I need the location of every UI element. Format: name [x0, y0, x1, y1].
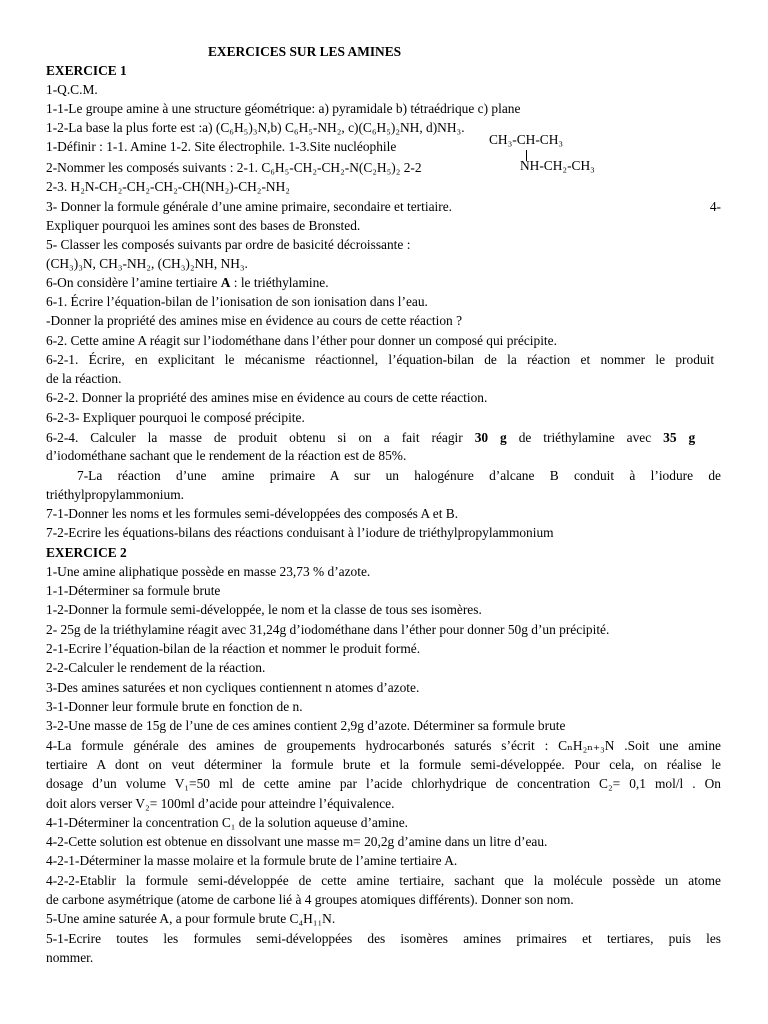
text-line: 5-1-Ecrire toutes les formules semi-développées des isomères amines primaires et tertiares, puis les — [46, 931, 721, 946]
text-line: 1-Définir : 1-1. Amine 1-2. Site électrophile. 1-3.Site nucléophile — [46, 139, 397, 154]
text-line: 1-1-Le groupe amine à une structure géométrique: a) pyramidale b) tétraédrique c) plane — [46, 101, 521, 116]
text-line: -Donner la propriété des amines mise en évidence au cours de cette réaction ? — [46, 313, 463, 328]
text-line: doit alors verser V₂= 100ml d’acide pour atteindre l’équivalence. — [46, 796, 395, 811]
text-line: 2-2-Calculer le rendement de la réaction. — [46, 660, 266, 675]
text-line: 6-2-2. Donner la propriété des amines mise en évidence au cours de cette réaction. — [46, 390, 488, 405]
text-line: 2-1-Ecrire l’équation-bilan de la réaction et nommer le produit formé. — [46, 641, 421, 656]
text-line: 1-1-Déterminer sa formule brute — [46, 583, 221, 598]
text-span: de triéthylamine avec — [506, 430, 664, 445]
text-line — [46, 198, 721, 216]
text-line: 4-2-2-Etablir la formule semi-développée de cette amine tertiaire, sachant que la molécule possède un atome — [46, 873, 721, 888]
text-line: (CH₃)₃N, CH₃-NH₂, (CH₃)₂NH, NH₃. — [46, 256, 248, 271]
text-line: de la réaction. — [46, 371, 122, 386]
exercise-1-heading: EXERCICE 1 — [46, 63, 127, 78]
question-3: 3- Donner la formule générale d’une amine primaire, secondaire et tertiaire. — [46, 199, 452, 214]
text-line: 3-2-Une masse de 15g de l’une de ces amines contient 2,9g d’azote. Déterminer sa formule brute — [46, 718, 566, 733]
text-line: 1-Une amine aliphatique possède en masse 23,73 % d’azote. — [46, 564, 371, 579]
text-line: 3-1-Donner leur formule brute en fonction de n. — [46, 699, 303, 714]
text-span: : le triéthylamine. — [230, 275, 329, 290]
text-line: 4-1-Déterminer la concentration C₁ de la solution aqueuse d’amine. — [46, 815, 408, 830]
text-line: 3-Des amines saturées et non cycliques contiennent n atomes d’azote. — [46, 680, 420, 695]
text-line: 4-2-1-Déterminer la masse molaire et la formule brute de l’amine tertiaire A. — [46, 853, 458, 868]
text-line — [46, 429, 721, 447]
text-span: 6-2-4. Calculer la masse de produit obtenu si on a fait réagir — [46, 430, 475, 445]
text-line: Expliquer pourquoi les amines sont des bases de Bronsted. — [46, 218, 361, 233]
structure-formula-top: CH₃-CH-CH₃ — [489, 132, 564, 147]
text-line: 7-2-Ecrire les équations-bilans des réactions conduisant à l’iodure de triéthylpropylammonium — [46, 525, 554, 540]
text-line: 6-2. Cette amine A réagit sur l’iodométhane dans l’éther pour donner un composé qui précipite. — [46, 333, 557, 348]
text-line: 6-2-3- Expliquer pourquoi le composé précipite. — [46, 410, 305, 425]
bold-value: 35 g — [663, 430, 696, 445]
text-line: 2- 25g de la triéthylamine réagit avec 31,24g d’iodométhane dans l’éther pour donner 50g d’un précipité. — [46, 622, 610, 637]
text-line: nommer. — [46, 950, 94, 965]
text-line: 1-Q.C.M. — [46, 82, 98, 97]
bold-label: A — [220, 275, 231, 290]
text-span: 6-On considère l’amine tertiaire — [46, 275, 221, 290]
text-line: de carbone asymétrique (atome de carbone lié à 4 groupes atomiques différents). Donner son nom. — [46, 892, 574, 907]
text-line: 7-La réaction d’une amine primaire A sur un halogénure d’alcane B conduit à l’iodure de — [77, 468, 721, 483]
document-title: EXERCICES SUR LES AMINES — [208, 44, 402, 59]
structure-formula-bottom: NH-CH₂-CH₃ — [520, 158, 595, 173]
text-line: 4-2-Cette solution est obtenue en dissolvant une masse m= 20,2g d’amine dans un litre d’eau. — [46, 834, 548, 849]
text-line: 1-2-Donner la formule semi-développée, le nom et la classe de tous ses isomères. — [46, 602, 482, 617]
exercise-2-heading: EXERCICE 2 — [46, 545, 127, 560]
text-line: tertiaire A dont on veut déterminer la formule brute et la formule semi-développée. Pour cela, on réalise le — [46, 757, 721, 772]
text-line: 4-La formule générale des amines de groupements hydrocarbonés saturés s’écrit : CₙH₂ₙ₊₃N .Soit une amine — [46, 738, 721, 753]
text-line — [46, 274, 721, 292]
text-line: 6-2-1. Écrire, en explicitant le mécanisme réactionnel, l’équation-bilan de la réaction et nommer le produit — [46, 352, 715, 367]
text-line: 6-1. Écrire l’équation-bilan de l’ionisation de son ionisation dans l’eau. — [46, 294, 428, 309]
text-line: triéthylpropylammonium. — [46, 487, 184, 502]
text-line: 7-1-Donner les noms et les formules semi-développées des composés A et B. — [46, 506, 459, 521]
text-line: 2-3. H₂N-CH₂-CH₂-CH₂-CH(NH₂)-CH₂-NH₂ — [46, 179, 290, 194]
bold-value: 30 g — [474, 430, 507, 445]
text-line: d’iodométhane sachant que le rendement de la réaction est de 85%. — [46, 448, 407, 463]
text-line: dosage d’un volume V₁=50 ml de cette amine par l’acide chlorhydrique de concentration C₂= 0,1 mol/l . On — [46, 776, 721, 791]
text-line: 5-Une amine saturée A, a pour formule brute C₄H₁₁N. — [46, 911, 336, 926]
question-4-number: 4- — [709, 199, 721, 214]
text-line: 2-Nommer les composés suivants : 2-1. C₆H₅-CH₂-CH₂-N(C₂H₅)₂ 2-2 — [46, 160, 422, 175]
text-line: 5- Classer les composés suivants par ordre de basicité décroissante : — [46, 237, 411, 252]
text-line: 1-2-La base la plus forte est :a) (C₆H₅)₃N,b) C₆H₅-NH₂, c)(C₆H₅)₂NH, d)NH₃. — [46, 120, 465, 135]
